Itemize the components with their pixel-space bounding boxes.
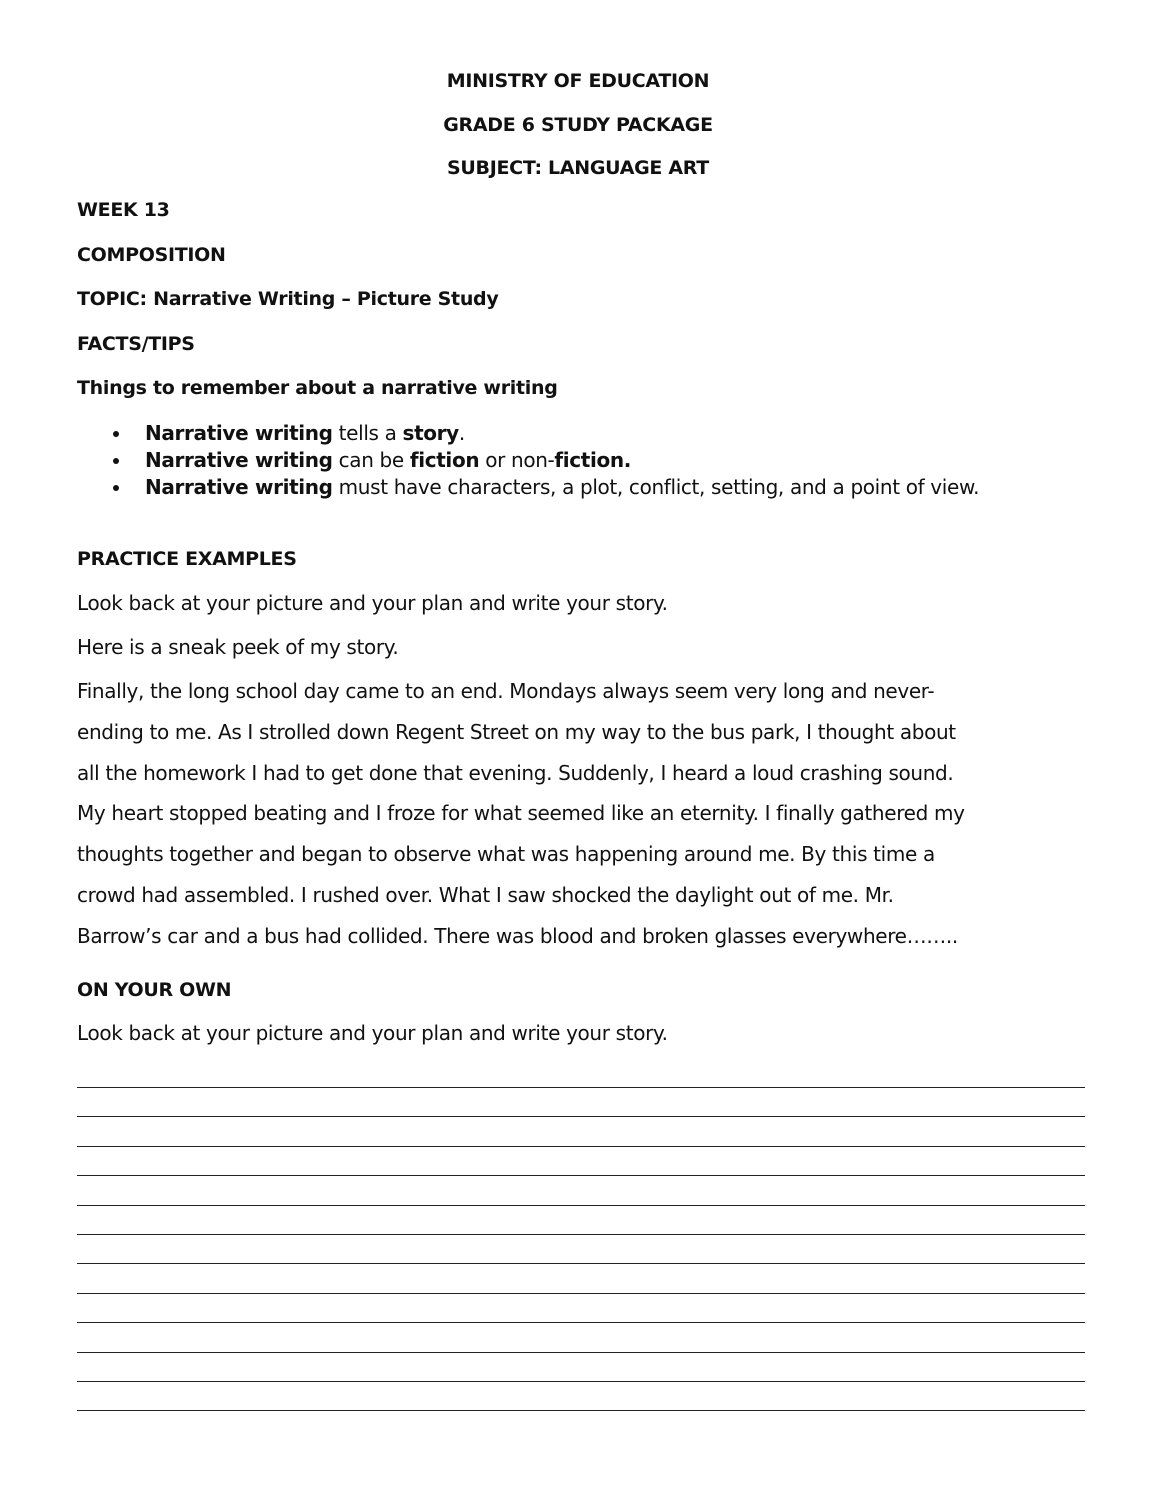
writing-line[interactable] [77,1087,1085,1088]
ministry-title: MINISTRY OF EDUCATION [446,70,710,92]
writing-line[interactable] [77,1293,1085,1294]
facts-list [77,420,979,501]
bold-text: fiction. [554,448,632,472]
writing-line[interactable] [77,1381,1085,1382]
list-item [77,447,979,474]
writing-line[interactable] [77,1234,1085,1235]
writing-line[interactable] [77,1263,1085,1264]
story-line: thoughts together and began to observe what was happening around me. By this time a [77,842,935,867]
story-line: Finally, the long school day came to an end. Mondays always seem very long and never- [77,679,935,703]
bullet-icon [113,485,119,491]
writing-line[interactable] [77,1175,1085,1176]
subject-title: SUBJECT: LANGUAGE ART [447,157,709,179]
writing-line[interactable] [77,1352,1085,1353]
bullet-icon [113,431,119,437]
bullet-icon [113,458,119,464]
writing-line[interactable] [77,1410,1085,1411]
bold-text: Narrative writing [145,421,333,445]
topic-heading: TOPIC: Narrative Writing – Picture Study [77,288,499,310]
text: can be [332,448,410,472]
writing-line[interactable] [77,1146,1085,1147]
story-line: My heart stopped beating and I froze for what seemed like an eternity. I finally gathered my [77,801,965,826]
story-line: ending to me. As I strolled down Regent Street on my way to the bus park, I thought about [77,719,956,744]
writing-line[interactable] [77,1205,1085,1206]
on-your-own-instruction: Look back at your picture and your plan and write your story. [77,1021,668,1045]
list-item [77,420,979,447]
facts-heading: FACTS/TIPS [77,333,195,355]
bold-text: fiction [409,448,480,472]
text: . [458,421,465,445]
list-item [77,474,979,501]
bold-text: story [402,421,459,445]
text: or non- [479,448,555,472]
practice-intro: Here is a sneak peek of my story. [77,635,399,659]
writing-line[interactable] [77,1322,1085,1323]
text: must have characters, a plot, conflict, setting, and a point of view. [332,475,980,499]
story-line: Barrow’s car and a bus had collided. There was blood and broken glasses everywhere…….. [77,923,958,948]
bold-text: Narrative writing [145,475,333,499]
practice-instruction: Look back at your picture and your plan and write your story. [77,591,668,615]
on-your-own-heading: ON YOUR OWN [77,979,232,1001]
package-title: GRADE 6 STUDY PACKAGE [443,114,713,136]
text: tells a [332,421,403,445]
story-line: crowd had assembled. I rushed over. What I saw shocked the daylight out of me. Mr. [77,883,894,907]
week-label: WEEK 13 [77,199,170,221]
facts-subheading: Things to remember about a narrative writing [77,377,558,399]
section-heading: COMPOSITION [77,244,226,266]
story-line: all the homework I had to get done that evening. Suddenly, I heard a loud crashing sound. [77,760,954,785]
practice-heading: PRACTICE EXAMPLES [77,548,297,570]
bold-text: Narrative writing [145,448,333,472]
writing-line[interactable] [77,1116,1085,1117]
